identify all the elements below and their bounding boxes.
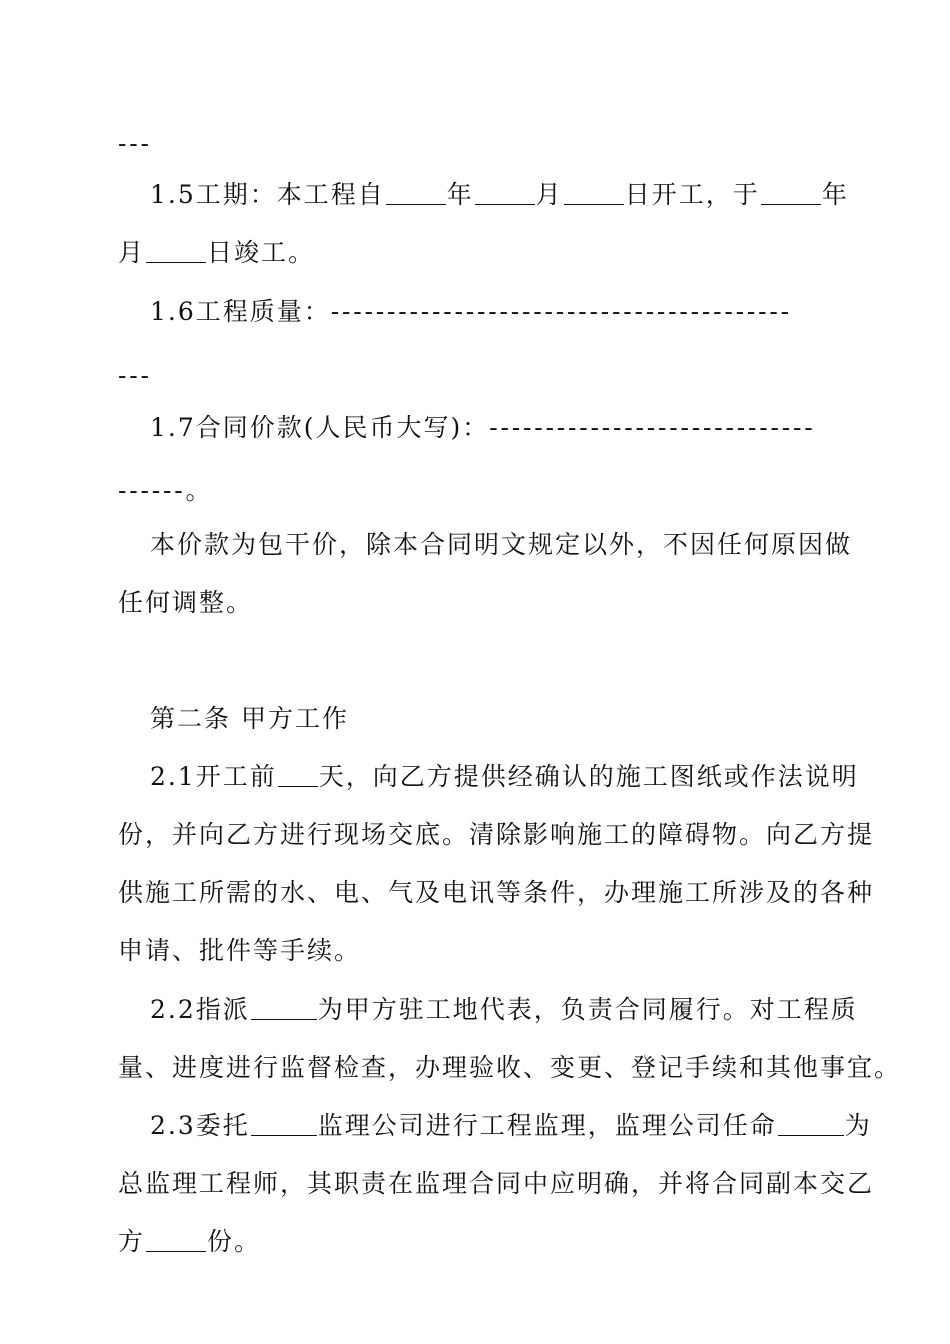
- blank-start-month: [475, 182, 535, 205]
- text: 日竣工。: [207, 238, 316, 267]
- clause-1-5-line1: [150, 178, 849, 212]
- clause-1-6: [150, 295, 834, 329]
- continuation-dashes: ------。: [118, 476, 214, 505]
- text: 天，向乙方提供经确认的施工图纸或作法说明: [318, 762, 859, 791]
- text: 月: [118, 238, 146, 267]
- text: 2.3委托: [150, 1111, 250, 1140]
- clause-1-5-line2: [118, 236, 834, 270]
- section-heading: 第二条 甲方工作: [150, 704, 349, 733]
- text: 1.5工期：本工程自: [150, 180, 385, 209]
- blank-representative: [251, 997, 317, 1020]
- paragraph-line: 申请、批件等手续。: [118, 936, 362, 965]
- blank-days: [278, 764, 318, 787]
- text: 年: [446, 180, 474, 209]
- text: 月: [535, 180, 563, 209]
- paragraph-line: 份，并向乙方进行现场交底。清除影响施工的障碍物。向乙方提: [118, 820, 875, 849]
- blank-chief-engineer: [778, 1113, 844, 1136]
- dash-fill: -----------------------------: [489, 413, 816, 442]
- text: 日开工，于: [624, 180, 760, 209]
- text: 份。: [207, 1227, 262, 1256]
- text: 监理公司进行工程监理，监理公司任命: [317, 1111, 777, 1140]
- paragraph-line: 供施工所需的水、电、气及电讯等条件，办理施工所涉及的各种: [118, 878, 875, 907]
- continuation-dashes: ---: [118, 361, 152, 390]
- blank-copies: [146, 1229, 206, 1252]
- text: 2.1开工前: [150, 762, 277, 791]
- text: 1.6工程质量：: [150, 297, 331, 326]
- text: 为甲方驻工地代表，负责合同履行。对工程质: [317, 995, 858, 1024]
- clause-2-2-line1: [150, 993, 858, 1027]
- paragraph-line: 量、进度进行监督检查，办理验收、变更、登记手续和其他事宜。: [118, 1053, 902, 1082]
- paragraph-line: 本价款为包干价，除本合同明文规定以外，不因任何原因做: [150, 530, 853, 559]
- text: 1.7合同价款(人民币大写)：: [150, 413, 490, 442]
- dash-fill: -----------------------------------------: [330, 297, 792, 326]
- text: 为: [844, 1111, 872, 1140]
- blank-start-day: [564, 182, 624, 205]
- text: 年: [821, 180, 849, 209]
- blank-end-year: [761, 182, 821, 205]
- continuation-dashes: ---: [118, 129, 152, 158]
- clause-1-7: [150, 411, 834, 445]
- clause-2-3-line3: [118, 1225, 834, 1259]
- paragraph-line: 任何调整。: [118, 588, 254, 617]
- blank-end-day: [146, 240, 206, 263]
- blank-supervisor-company: [251, 1113, 317, 1136]
- paragraph-line: 总监理工程师，其职责在监理合同中应明确，并将合同副本交乙: [118, 1169, 875, 1198]
- blank-start-year: [386, 182, 446, 205]
- clause-2-3-line1: [150, 1109, 872, 1143]
- text: 2.2指派: [150, 995, 250, 1024]
- clause-2-1-line1: [150, 760, 859, 794]
- text: 方: [118, 1227, 146, 1256]
